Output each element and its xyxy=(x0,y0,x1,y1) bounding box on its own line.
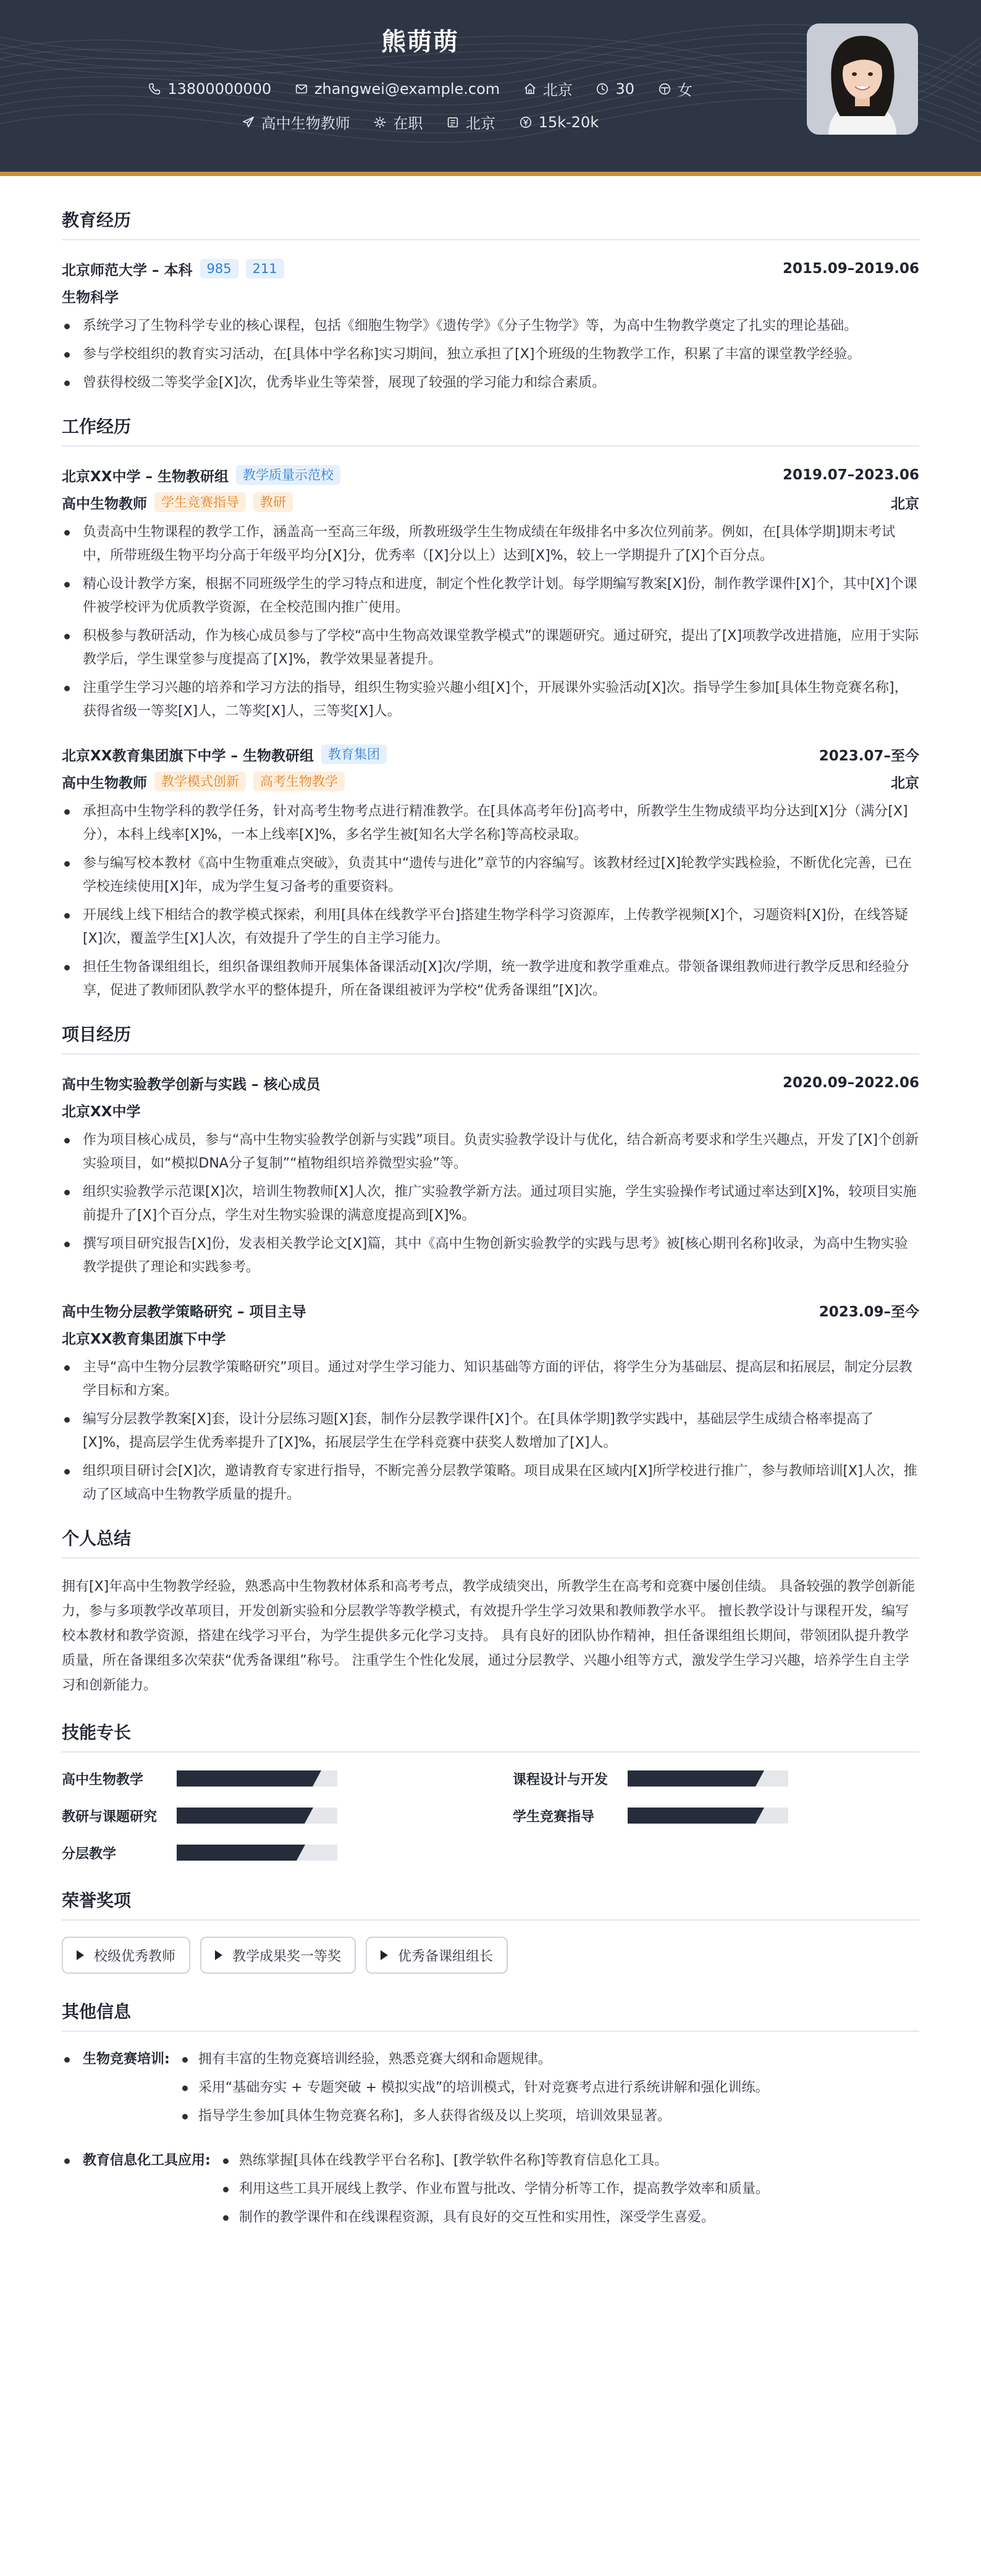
project-bullets xyxy=(62,1356,919,1507)
award-label: 优秀备课组组长 xyxy=(398,1948,494,1964)
job-intent-row xyxy=(0,111,840,133)
skill-name: 高中生物教学 xyxy=(62,1772,144,1788)
skill-level-bar xyxy=(177,1845,337,1861)
work-role xyxy=(62,772,345,792)
salary-item xyxy=(519,114,599,131)
work-org-name: 北京XX教育集团旗下中学 – 生物教研组 xyxy=(62,747,314,764)
gender-icon xyxy=(658,82,672,96)
candidate-name: 熊萌萌 xyxy=(381,28,459,56)
work-org-tag: 教学质量示范校 xyxy=(236,465,340,485)
skill-item xyxy=(513,1806,919,1825)
status-icon xyxy=(373,116,387,129)
skill-level-fill xyxy=(177,1770,321,1787)
other-group xyxy=(62,2048,919,2133)
other-items xyxy=(221,2149,769,2234)
list-item: 采用“基础夯实 + 专题突破 + 模拟实战”的培训模式，针对竞赛考点进行系统讲解和强化训练。 xyxy=(180,2076,769,2100)
tag-211: 211 xyxy=(246,259,284,279)
target-city-text: 北京 xyxy=(466,115,496,132)
work-location: 北京 xyxy=(891,495,919,512)
project-date: 2023.09–至今 xyxy=(819,1303,919,1320)
city-text: 北京 xyxy=(542,82,573,99)
project-bullets xyxy=(62,1129,919,1279)
project-entry xyxy=(62,1298,919,1507)
work-role-tag: 高考生物教学 xyxy=(253,772,345,791)
section-title-projects: 项目经历 xyxy=(62,1021,919,1054)
list-item: 组织项目研讨会[X]次，邀请教育专家进行指导，不断完善分层教学策略。项目成果在区域内[X]所学校进行推广，参与教师培训[X]人次，推动了区域高中生物教学质量的提升。 xyxy=(62,1460,919,1507)
gender-text: 女 xyxy=(677,82,693,99)
work-role xyxy=(62,492,293,513)
list-item: 开展线上线下相结合的教学模式探索，利用[具体在线教学平台]搭建生物学科学习资源库，上传教学视频[X]个，习题资料[X]份，在线答疑[X]次，覆盖学生[X]人次，有效提升了学生的自主学习能力。 xyxy=(62,904,919,951)
work-entry xyxy=(62,463,919,723)
skill-level-bar xyxy=(628,1770,788,1787)
project-date: 2020.09–2022.06 xyxy=(782,1075,919,1091)
home-icon xyxy=(523,82,537,96)
award-label: 教学成果奖一等奖 xyxy=(232,1948,342,1964)
list-item: 担任生物备课组组长，组织备课组教师开展集体备课活动[X]次/学期，统一教学进度和教学重难点。带领备课组教师进行教学反思和经验分享，促进了教师团队教学水平的整体提升，所在备课组被评为学校“优秀备课组”[X]次。 xyxy=(62,956,919,1003)
phone-text: 13800000000 xyxy=(167,80,272,98)
list-item: 拥有丰富的生物竞赛培训经验，熟悉竞赛大纲和命题规律。 xyxy=(180,2048,769,2071)
list-item: 承担高中生物学科的教学任务，针对高考生物考点进行精准教学。在[具体高考年份]高考中，所教学生生物成绩平均分达到[X]分（满分[X]分），本科上线率[X]%，一本上线率[X]%，多名学生被[知名大学名称]等高校录取。 xyxy=(62,800,919,847)
list-item: 参与学校组织的教育实习活动，在[具体中学名称]实习期间，独立承担了[X]个班级的生物教学工作，积累了丰富的课堂教学经验。 xyxy=(62,343,919,366)
education-section xyxy=(62,207,919,395)
school-name: 北京师范大学 – 本科 xyxy=(62,262,193,279)
skill-level-bar xyxy=(628,1808,788,1824)
gender-item xyxy=(658,78,693,99)
resume-content xyxy=(0,176,981,2281)
work-bullets xyxy=(62,800,919,1003)
skill-level-fill xyxy=(628,1770,764,1787)
section-title-work: 工作经历 xyxy=(62,413,919,447)
target-city-item xyxy=(446,111,495,133)
location-icon xyxy=(446,116,460,129)
skill-item xyxy=(62,1806,468,1825)
work-entry xyxy=(62,742,919,1003)
age-item xyxy=(596,80,634,98)
work-role-name: 高中生物教师 xyxy=(62,775,147,791)
other-section xyxy=(62,1998,919,2234)
list-item: 制作的教学课件和在线课程资源，具有良好的交互性和实用性，深受学生喜爱。 xyxy=(221,2206,769,2229)
list-item: 精心设计教学方案，根据不同班级学生的学习特点和进度，制定个性化教学计划。每学期编写教案[X]份，制作教学课件[X]个，其中[X]个课件被学校评为优质教学资源，在全校范围内推广使用。 xyxy=(62,573,919,620)
salary-text: 15k-20k xyxy=(538,113,599,131)
list-item: 利用这些工具开展线上教学、作业布置与批改、学情分析等工作，提高教学效率和质量。 xyxy=(221,2178,769,2201)
education-bullets xyxy=(62,314,919,395)
project-title: 高中生物实验教学创新与实践 – 核心成员 xyxy=(62,1076,321,1093)
work-section xyxy=(62,413,919,1003)
email-item xyxy=(295,80,500,98)
skill-level-fill xyxy=(628,1808,764,1824)
tag-985: 985 xyxy=(200,259,238,279)
education-entry xyxy=(62,256,919,395)
list-item: 曾获得校级二等奖学金[X]次，优秀毕业生等荣誉，展现了较强的学习能力和综合素质。 xyxy=(62,371,919,395)
job-target-text: 高中生物教师 xyxy=(261,115,350,132)
list-item: 熟练掌握[具体在线教学平台名称]、[教学软件名称]等教育信息化工具。 xyxy=(221,2149,769,2173)
list-item: 组织实验教学示范课[X]次，培训生物教师[X]人次，推广实验教学新方法。通过项目实施，学生实验操作考试通过率达到[X]%，较项目实施前提升了[X]个百分点，学生对生物实验课的满意度提高到[X]%。 xyxy=(62,1181,919,1227)
project-org: 北京XX教育集团旗下中学 xyxy=(62,1331,226,1347)
list-item: 撰写项目研究报告[X]份，发表相关教学论文[X]篇，其中《高中生物创新实验教学的实践与思考》被[核心期刊名称]收录，为高中生物实验教学提供了理论和实践参考。 xyxy=(62,1232,919,1279)
list-item: 主导“高中生物分层教学策略研究”项目。通过对学生学习能力、知识基础等方面的评估，将学生分为基础层、提高层和拓展层，制定分层教学目标和方案。 xyxy=(62,1356,919,1403)
project-entry xyxy=(62,1071,919,1279)
resume-header xyxy=(0,0,981,176)
skill-name: 学生竞赛指导 xyxy=(513,1809,595,1825)
status-item xyxy=(373,111,423,133)
phone-icon xyxy=(148,82,161,96)
other-group xyxy=(62,2149,919,2234)
skill-item xyxy=(62,1769,468,1788)
work-role-tag: 学生竞赛指导 xyxy=(154,492,246,512)
skills-section xyxy=(62,1719,919,1863)
education-school xyxy=(62,259,284,279)
send-icon xyxy=(242,116,255,129)
work-org xyxy=(62,465,340,486)
list-item: 指导学生参加[具体生物竞赛名称]，多人获得省级及以上奖项，培训效果显著。 xyxy=(180,2105,769,2128)
section-title-skills: 技能专长 xyxy=(62,1719,919,1753)
phone-item xyxy=(148,80,271,98)
status-text: 在职 xyxy=(393,115,423,132)
skill-name: 教研与课题研究 xyxy=(62,1809,158,1825)
award-badge xyxy=(366,1937,508,1974)
list-item: 注重学生学习兴趣的培养和学习方法的指导，组织生物实验兴趣小组[X]个，开展课外实验活动[X]次。指导学生参加[具体生物竞赛名称]，获得省级一等奖[X]人，二等奖[X]人，三等奖[X]人。 xyxy=(62,676,919,723)
salary-icon xyxy=(519,116,533,129)
skill-level-fill xyxy=(177,1808,313,1824)
section-title-awards: 荣誉奖项 xyxy=(62,1887,919,1921)
age-text: 30 xyxy=(615,80,634,98)
work-role-name: 高中生物教师 xyxy=(62,495,147,512)
work-location: 北京 xyxy=(891,775,919,791)
project-org: 北京XX中学 xyxy=(62,1103,141,1120)
projects-section xyxy=(62,1021,919,1507)
awards-list xyxy=(62,1937,919,1974)
list-item: 作为项目核心成员，参与“高中生物实验教学创新与实践”项目。负责实验教学设计与优化，结合新高考要求和学生兴趣点，开发了[X]个创新实验项目，如“模拟DNA分子复制”“植物组织培养微型实验”等。 xyxy=(62,1129,919,1176)
list-item: 系统学习了生物科学专业的核心课程，包括《细胞生物学》《遗传学》《分子生物学》等，为高中生物教学奠定了扎实的理论基础。 xyxy=(62,314,919,338)
work-role-tag: 教学模式创新 xyxy=(154,772,246,791)
work-date: 2023.07–至今 xyxy=(819,747,919,764)
skill-item xyxy=(62,1843,468,1863)
award-label: 校级优秀教师 xyxy=(94,1948,176,1964)
skill-level-bar xyxy=(177,1808,337,1824)
email-icon xyxy=(295,82,308,96)
work-date: 2019.07–2023.06 xyxy=(782,467,919,483)
list-item: 参与编写校本教材《高中生物重难点突破》，负责其中“遗传与进化”章节的内容编写。该教材经过[X]轮教学实践检验，不断优化完善，已在学校连续使用[X]年，成为学生复习备考的重要资料。 xyxy=(62,852,919,899)
skill-name: 分层教学 xyxy=(62,1846,117,1862)
section-title-education: 教育经历 xyxy=(62,207,919,240)
contact-row xyxy=(0,78,840,99)
project-title: 高中生物分层教学策略研究 – 项目主导 xyxy=(62,1303,306,1320)
job-target-item xyxy=(242,111,350,133)
summary-text: 拥有[X]年高中生物教学经验，熟悉高中生物教材体系和高考考点，教学成绩突出，所教学生在高考和竞赛中屡创佳绩。 具备较强的教学创新能力，参与多项教学改革项目，开发创新实验和分层教学等教学模式，有效提升学生学习效果和教师教学水平。 擅长教学设计与课程开发，编写校本教材和教学资源，搭建在线学习平台，为学生提供多元化学习支持。 具有良好的团队协作精神，担任备课组组长期间，带领团队提升教学质量，所在备课组多次荣获“优秀备课组”称号。 注重学生个性化发展，通过分层教学、兴趣小组等方式，激发学生学习兴趣，培养学生自主学习和创新能力。 xyxy=(62,1579,916,1693)
skills-grid xyxy=(62,1769,919,1863)
city-item xyxy=(523,78,573,99)
skill-level-bar xyxy=(177,1770,337,1787)
play-icon xyxy=(381,1950,388,1960)
awards-section xyxy=(62,1887,919,1974)
list-item: 积极参与教研活动，作为核心成员参与了学校“高中生物高效课堂教学模式”的课题研究。通过研究，提出了[X]项教学改进措施，应用于实际教学后，学生课堂参与度提高了[X]%，教学效果显著提升。 xyxy=(62,625,919,671)
list-item: 负责高中生物课程的教学工作，涵盖高一至高三年级，所教班级学生生物成绩在年级排名中多次位列前茅。例如，在[具体学期]期末考试中，所带班级生物平均分高于年级平均分[X]分，优秀率（[X]分以上）达到[X]%，较上一学期提升了[X]个百分点。 xyxy=(62,521,919,568)
work-bullets xyxy=(62,521,919,723)
section-title-other: 其他信息 xyxy=(62,1998,919,2032)
avatar xyxy=(807,23,918,135)
work-role-tag: 教研 xyxy=(253,492,293,512)
education-date: 2015.09–2019.06 xyxy=(782,261,919,277)
work-org xyxy=(62,744,387,765)
skill-name: 课程设计与开发 xyxy=(513,1772,608,1788)
work-org-name: 北京XX中学 – 生物教研组 xyxy=(62,468,229,485)
summary-section xyxy=(62,1525,919,1698)
play-icon xyxy=(215,1950,222,1960)
list-item: 编写分层教学教案[X]套，设计分层练习题[X]套，制作分层教学课件[X]个。在[具体学期]教学实践中，基础层学生成绩合格率提高了[X]%，提高层学生优秀率提升了[X]%，拓展层学生在学科竞赛中获奖人数增加了[X]人。 xyxy=(62,1408,919,1455)
other-items xyxy=(180,2048,769,2133)
skill-level-fill xyxy=(177,1845,305,1861)
play-icon xyxy=(77,1950,84,1960)
avatar-portrait-icon xyxy=(807,23,918,135)
other-label: 生物竞赛培训: xyxy=(62,2048,170,2133)
section-title-summary: 个人总结 xyxy=(62,1525,919,1559)
education-major: 生物科学 xyxy=(62,289,119,306)
age-icon xyxy=(596,82,609,96)
other-label: 教育信息化工具应用: xyxy=(62,2149,211,2234)
award-badge xyxy=(62,1937,190,1974)
email-text: zhangwei@example.com xyxy=(314,80,500,98)
skill-item xyxy=(513,1769,919,1788)
work-org-tag: 教育集团 xyxy=(321,744,387,764)
award-badge xyxy=(200,1937,356,1974)
